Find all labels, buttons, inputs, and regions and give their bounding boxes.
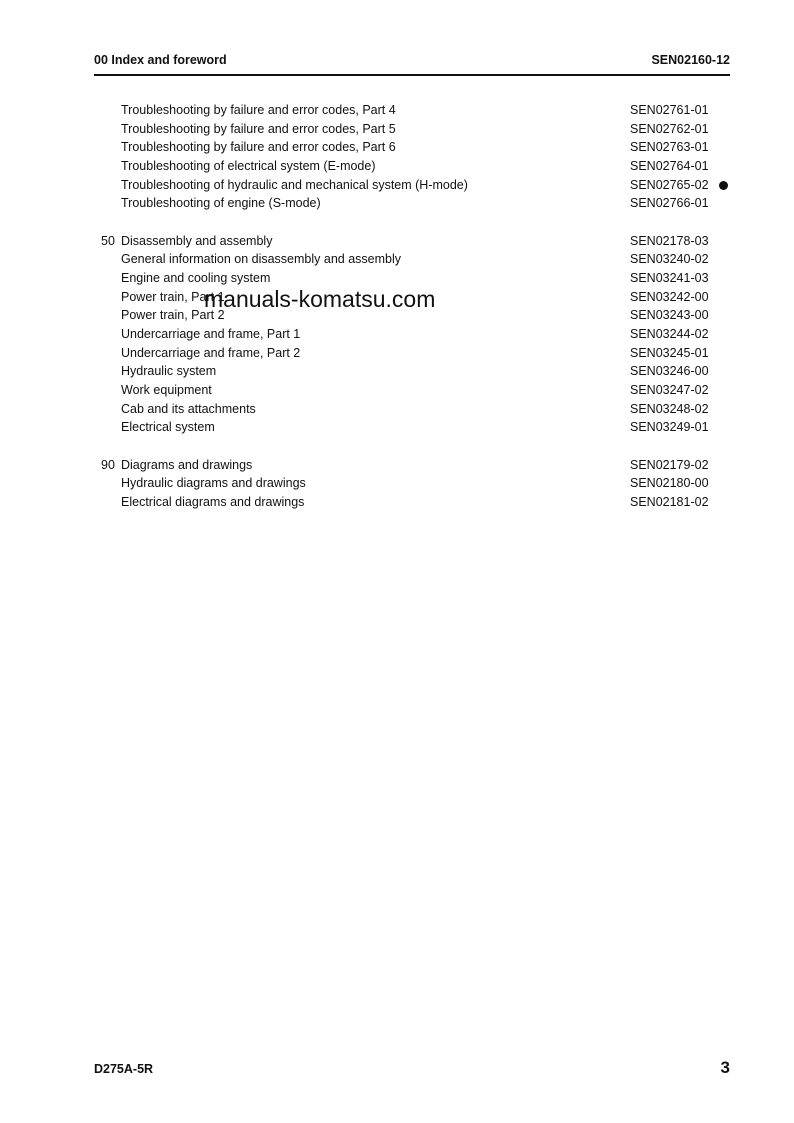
page-header (94, 53, 730, 69)
toc-title: General information on disassembly and assembly (121, 252, 401, 266)
section-number: 90 (101, 458, 115, 472)
toc-row (0, 176, 794, 194)
toc-code: SEN02178-03 (630, 234, 709, 248)
toc-title: Undercarriage and frame, Part 1 (121, 327, 301, 341)
toc-row (0, 381, 794, 399)
toc-code: SEN02763-01 (630, 140, 709, 154)
toc-code: SEN02762-01 (630, 122, 709, 136)
toc-title: Disassembly and assembly (121, 234, 273, 248)
toc-row (0, 344, 794, 362)
toc-row (0, 194, 794, 212)
toc-code: SEN03247-02 (630, 383, 709, 397)
watermark: manuals-komatsu.com (204, 286, 436, 312)
toc-title: Diagrams and drawings (121, 458, 253, 472)
section-number: 50 (101, 234, 115, 248)
toc-title: Troubleshooting of hydraulic and mechanical system (H-mode) (121, 178, 468, 192)
toc-code: SEN03246-00 (630, 364, 709, 378)
toc-code: SEN03240-02 (630, 252, 709, 266)
toc-section-heading (0, 232, 794, 250)
toc-title: Work equipment (121, 383, 212, 397)
toc-code: SEN03243-00 (630, 308, 709, 322)
toc-row (0, 138, 794, 156)
toc-title: Troubleshooting by failure and error codes, Part 5 (121, 122, 396, 136)
toc-code: SEN02761-01 (630, 103, 709, 117)
toc-row (0, 269, 794, 287)
footer-model: D275A-5R (94, 1062, 154, 1076)
toc-row (0, 120, 794, 138)
toc-title: Troubleshooting by failure and error codes, Part 4 (121, 103, 396, 117)
toc-title: Engine and cooling system (121, 271, 271, 285)
revision-bullet-icon (719, 181, 728, 190)
toc-title: Hydraulic diagrams and drawings (121, 476, 306, 490)
toc-section-heading (0, 456, 794, 474)
toc-code: SEN03245-01 (630, 346, 709, 360)
toc-code: SEN02764-01 (630, 159, 709, 173)
toc-title: Electrical diagrams and drawings (121, 495, 305, 509)
toc-code: SEN02180-00 (630, 476, 709, 490)
toc-title: Troubleshooting of engine (S-mode) (121, 196, 321, 210)
toc-title: Undercarriage and frame, Part 2 (121, 346, 301, 360)
toc-row (0, 250, 794, 268)
header-divider (94, 74, 730, 76)
toc-title: Troubleshooting of electrical system (E-mode) (121, 159, 376, 173)
toc-code: SEN03248-02 (630, 402, 709, 416)
toc-row (0, 493, 794, 511)
toc-code: SEN02765-02 (630, 178, 709, 192)
toc-title: Electrical system (121, 420, 215, 434)
toc-row (0, 325, 794, 343)
toc-title: Troubleshooting by failure and error codes, Part 6 (121, 140, 396, 154)
toc-code: SEN03241-03 (630, 271, 709, 285)
toc-row (0, 101, 794, 119)
toc-row (0, 418, 794, 436)
toc-code: SEN03244-02 (630, 327, 709, 341)
toc-row (0, 157, 794, 175)
toc-code: SEN02179-02 (630, 458, 709, 472)
toc-code: SEN02181-02 (630, 495, 709, 509)
toc-row (0, 400, 794, 418)
toc-title: Cab and its attachments (121, 402, 256, 416)
toc-code: SEN03242-00 (630, 290, 709, 304)
toc-row (0, 474, 794, 492)
document-code: SEN02160-12 (651, 53, 730, 67)
toc-code: SEN02766-01 (630, 196, 709, 210)
toc-row (0, 362, 794, 380)
toc-title: Power train, Part 1 (121, 290, 225, 304)
toc-title: Hydraulic system (121, 364, 217, 378)
toc-title: Power train, Part 2 (121, 308, 225, 322)
toc-code: SEN03249-01 (630, 420, 709, 434)
page-number: 3 (720, 1058, 730, 1077)
section-title: 00 Index and foreword (94, 53, 227, 67)
